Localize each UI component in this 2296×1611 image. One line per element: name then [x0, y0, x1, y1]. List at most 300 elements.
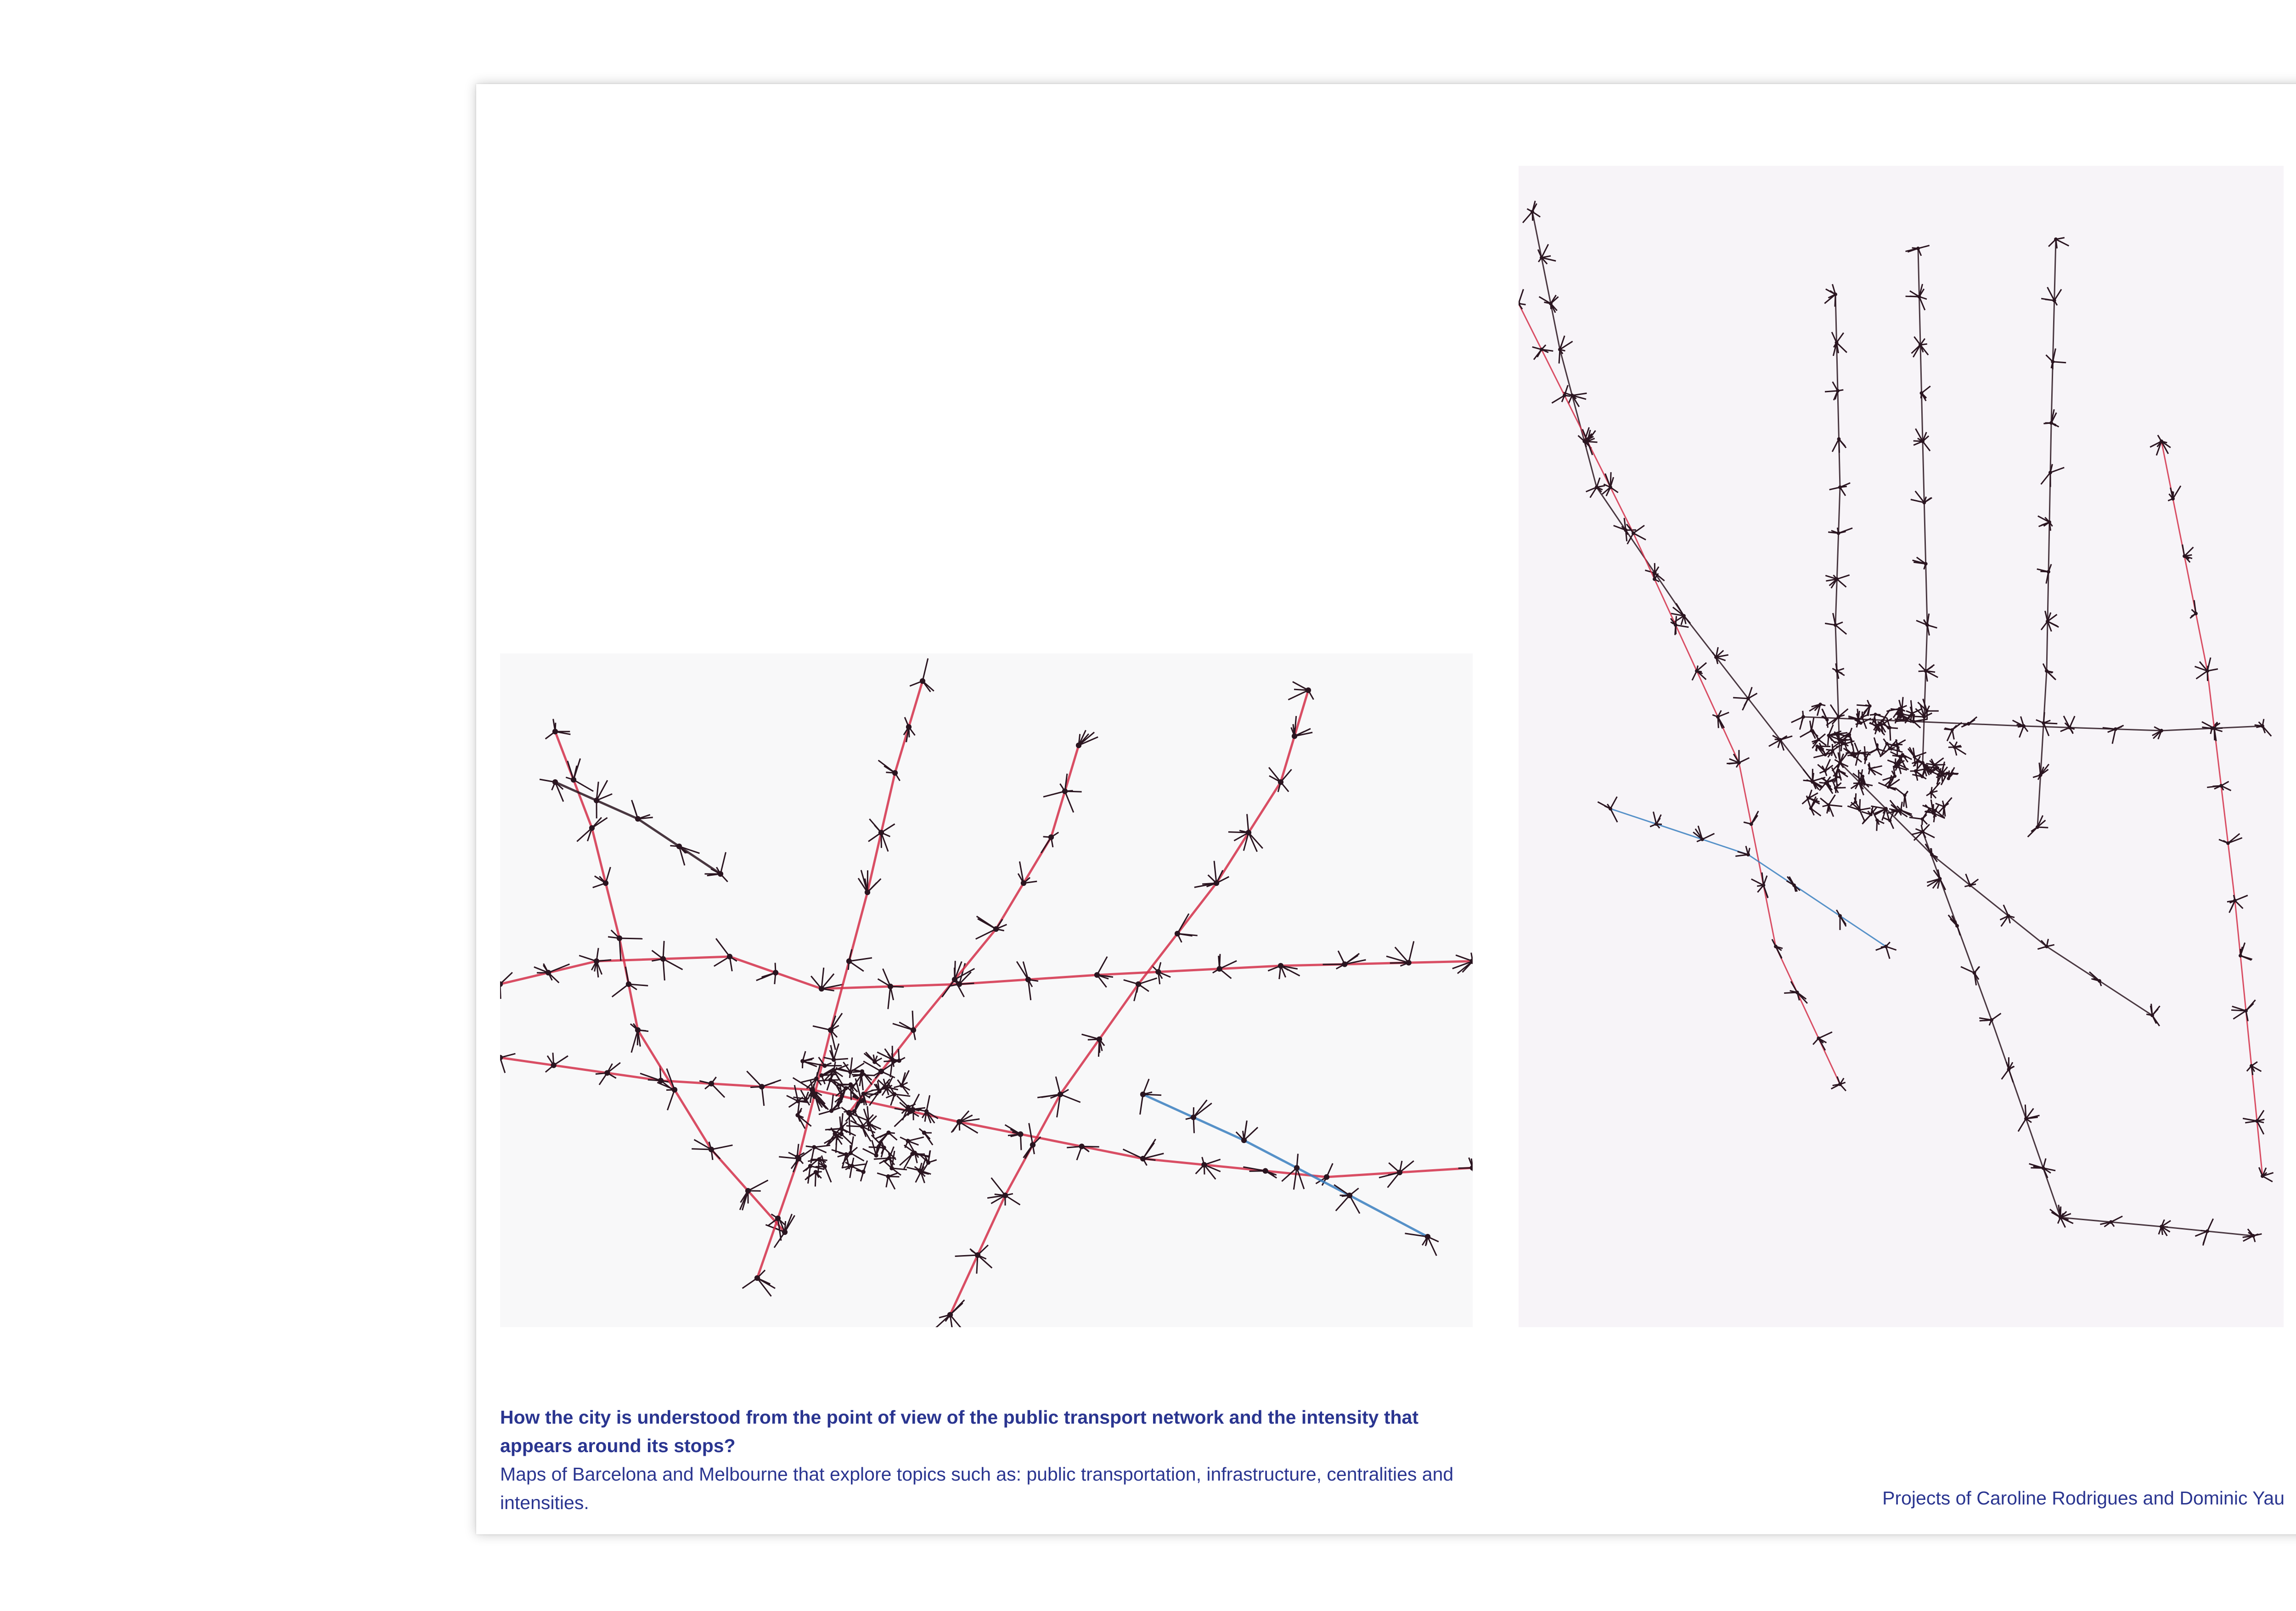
- stop-dot: [1857, 751, 1860, 755]
- transit-line: [1840, 763, 2152, 1015]
- stop-stroke: [955, 1255, 978, 1256]
- stop-dot: [1595, 485, 1598, 489]
- stop-dot: [2150, 1014, 2154, 1017]
- stop-dot: [1750, 822, 1753, 826]
- stop-stroke: [762, 1080, 781, 1087]
- transit-stop: [652, 941, 682, 980]
- stop-dot: [2054, 237, 2058, 241]
- stop-stroke: [1653, 812, 1656, 824]
- stop-dot: [1905, 718, 1908, 721]
- stop-stroke: [815, 1172, 816, 1186]
- stop-stroke: [888, 1177, 895, 1189]
- stop-stroke: [842, 1155, 846, 1168]
- stop-dot: [1241, 1138, 1247, 1143]
- transit-stop: [2202, 722, 2223, 741]
- stop-stroke: [912, 1011, 913, 1030]
- stop-stroke: [2053, 362, 2066, 363]
- stop-dot: [551, 1063, 557, 1068]
- stop-dot: [1778, 738, 1782, 742]
- stop-dot: [1973, 971, 1976, 975]
- transit-stop: [1828, 528, 1852, 535]
- stop-dot: [1918, 295, 1921, 299]
- stop-dot: [1881, 719, 1884, 722]
- stop-dot: [1837, 769, 1840, 772]
- stop-dot: [1859, 721, 1863, 725]
- stop-dot: [1874, 713, 1877, 716]
- stop-dot: [775, 1216, 781, 1221]
- stop-dot: [1021, 880, 1026, 886]
- stop-stroke: [1017, 962, 1028, 980]
- stop-dot: [2059, 1216, 2062, 1219]
- transit-stop: [546, 1053, 568, 1072]
- stop-dot: [859, 1073, 863, 1077]
- stop-dot: [709, 1147, 714, 1152]
- stop-dot: [1894, 765, 1897, 768]
- transit-stop: [1043, 774, 1082, 812]
- stop-stroke: [1140, 1094, 1143, 1115]
- stop-stroke: [2228, 834, 2240, 843]
- transit-stop: [1832, 437, 1846, 453]
- stop-stroke: [1269, 767, 1281, 782]
- stop-dot: [1834, 786, 1837, 789]
- stop-dot: [882, 1145, 886, 1149]
- transit-line: [1918, 248, 1927, 763]
- stop-stroke: [841, 1134, 852, 1144]
- stop-dot: [1888, 819, 1891, 822]
- stop-dot: [1823, 769, 1827, 772]
- transit-stop: [1458, 1158, 1473, 1188]
- stop-dot: [1306, 687, 1311, 693]
- transit-stop: [579, 948, 611, 977]
- transit-stop: [1269, 767, 1291, 792]
- stop-stroke: [794, 1085, 798, 1101]
- transit-stop: [1196, 1157, 1221, 1179]
- stop-dot: [1246, 830, 1251, 835]
- stop-dot: [947, 1312, 953, 1318]
- transit-stop: [1925, 844, 1938, 862]
- stop-dot: [773, 970, 778, 975]
- stop-dot: [2045, 945, 2048, 948]
- stop-dot: [886, 1131, 890, 1135]
- stop-dot: [552, 779, 558, 785]
- caption-question: How the city is understood from the point of view of the public transport network and the intensity that appears around its stops?: [500, 1407, 1418, 1456]
- stop-dot: [795, 1155, 799, 1159]
- dense-centre-stop: [1868, 762, 1882, 775]
- stop-dot: [709, 1081, 714, 1087]
- transit-stop: [1236, 1121, 1258, 1143]
- stop-dot: [1058, 1092, 1063, 1097]
- stop-dot: [2039, 773, 2043, 777]
- stop-dot: [911, 1027, 916, 1033]
- stop-dot: [1937, 773, 1940, 777]
- transit-stop: [935, 1300, 965, 1327]
- stop-stroke: [1519, 289, 1524, 304]
- stop-dot: [1674, 623, 1677, 627]
- stop-dot: [1682, 614, 1686, 618]
- transit-stop: [868, 819, 895, 851]
- transit-stop: [1876, 942, 1896, 958]
- transit-stop: [1769, 735, 1792, 750]
- stop-dot: [546, 970, 551, 975]
- stop-dot: [1899, 809, 1902, 812]
- stop-stroke: [978, 919, 996, 929]
- stop-dot: [1887, 785, 1890, 789]
- stop-stroke: [1097, 957, 1107, 975]
- stop-dot: [1884, 945, 1888, 948]
- stop-dot: [2226, 841, 2230, 845]
- transit-stop: [1961, 717, 1977, 727]
- stop-dot: [1888, 747, 1891, 750]
- stop-dot: [1823, 753, 1827, 756]
- transit-stop: [1405, 1234, 1438, 1256]
- stop-dot: [1912, 720, 1915, 723]
- caption-description: Maps of Barcelona and Melbourne that explore topics such as: public transportation, infrastructure, centralities and intensities.: [500, 1464, 1454, 1513]
- stop-stroke: [774, 1232, 785, 1248]
- stop-stroke: [1334, 1185, 1350, 1195]
- stop-dot: [1294, 1165, 1300, 1171]
- stop-stroke: [762, 1087, 764, 1106]
- transit-stop: [2259, 1167, 2273, 1182]
- stop-dot: [808, 1164, 812, 1168]
- dense-centre-stop: [838, 1136, 864, 1164]
- stop-stroke: [1559, 349, 1560, 363]
- stop-stroke: [2070, 716, 2075, 727]
- stop-stroke: [663, 959, 664, 980]
- stop-dot: [2233, 899, 2237, 902]
- stop-dot: [676, 844, 682, 849]
- transit-stop: [1523, 201, 1540, 223]
- transit-stop: [2043, 664, 2056, 680]
- stop-dot: [2183, 554, 2186, 558]
- stop-stroke: [1895, 788, 1905, 795]
- stop-dot: [1774, 945, 1778, 948]
- stop-stroke: [1676, 625, 1688, 627]
- stop-dot: [1953, 745, 1956, 749]
- stop-dot: [754, 1275, 760, 1281]
- stop-dot: [906, 1105, 910, 1109]
- stop-dot: [892, 770, 898, 776]
- stop-dot: [920, 678, 925, 684]
- stop-dot: [1834, 623, 1837, 627]
- stop-stroke: [1702, 834, 1714, 839]
- stop-dot: [1795, 991, 1799, 994]
- transit-stop: [1786, 877, 1800, 892]
- stop-dot: [1175, 931, 1180, 936]
- transit-stop: [2059, 1205, 2073, 1223]
- stop-dot: [1913, 755, 1916, 758]
- stop-stroke: [1751, 879, 1764, 885]
- stop-stroke: [869, 1147, 884, 1148]
- stop-dot: [1470, 1165, 1473, 1171]
- stop-stroke: [1870, 766, 1882, 769]
- stop-dot: [2255, 1119, 2259, 1123]
- stop-dot: [814, 1170, 818, 1174]
- stop-stroke: [1904, 795, 1905, 807]
- stop-stroke: [1060, 1094, 1080, 1102]
- transit-stop: [1836, 910, 1846, 930]
- dense-centre-stop: [883, 1151, 907, 1175]
- dense-centre-stop: [1863, 746, 1869, 764]
- transit-stop: [1964, 874, 1978, 887]
- transit-stop: [2046, 349, 2066, 370]
- stop-dot: [1836, 389, 1840, 393]
- transit-stop: [878, 969, 904, 1009]
- stop-dot: [1076, 743, 1081, 748]
- stop-stroke: [1409, 941, 1414, 963]
- dense-centre-stop: [1812, 729, 1827, 748]
- stop-dot: [1875, 818, 1879, 822]
- transit-stop: [1784, 981, 1807, 1003]
- stop-stroke: [2038, 516, 2049, 522]
- stop-dot: [1654, 822, 1658, 826]
- stop-dot: [1933, 763, 1936, 766]
- stop-dot: [1835, 775, 1838, 778]
- stop-dot: [1861, 775, 1864, 778]
- transit-stop: [1067, 1143, 1099, 1160]
- stop-dot: [1838, 485, 1842, 489]
- transit-stop: [1213, 954, 1237, 978]
- transit-stop: [2207, 782, 2231, 791]
- stop-dot: [1922, 501, 1926, 504]
- stop-stroke: [861, 870, 867, 892]
- stop-dot: [861, 1092, 866, 1096]
- stop-dot: [2251, 1234, 2255, 1238]
- stop-dot: [2053, 299, 2056, 302]
- stop-dot: [1018, 1132, 1023, 1137]
- stop-dot: [1406, 960, 1412, 965]
- stop-dot: [2239, 954, 2242, 958]
- stop-dot: [1549, 302, 1553, 305]
- transit-stop: [1282, 1154, 1304, 1189]
- stop-dot: [888, 984, 893, 989]
- stop-dot: [1916, 760, 1919, 763]
- dense-centre-stop: [1802, 790, 1820, 804]
- stop-dot: [878, 830, 884, 835]
- stop-dot: [844, 1086, 848, 1090]
- stop-dot: [1278, 963, 1283, 969]
- stop-dot: [800, 1059, 805, 1063]
- stop-dot: [1030, 1142, 1035, 1148]
- stop-dot: [1425, 1234, 1430, 1239]
- transit-stop: [1452, 946, 1473, 974]
- stop-stroke: [1832, 439, 1839, 452]
- stop-dot: [1860, 715, 1863, 719]
- stop-dot: [1838, 761, 1842, 765]
- stop-stroke: [1906, 296, 1919, 297]
- stop-dot: [1848, 733, 1851, 736]
- stop-stroke: [2025, 1104, 2026, 1119]
- stop-stroke: [892, 1151, 895, 1168]
- stop-dot: [1898, 755, 1902, 758]
- transit-stop: [1519, 289, 1526, 309]
- transit-stop: [1824, 284, 1837, 307]
- stop-stroke: [2243, 1118, 2257, 1121]
- stop-dot: [1837, 531, 1840, 535]
- stop-dot: [1609, 485, 1612, 489]
- stop-dot: [1919, 343, 1922, 347]
- transit-stop: [955, 1245, 992, 1273]
- stop-dot: [1570, 394, 1574, 397]
- transit-stop: [1693, 826, 1714, 842]
- stop-dot: [993, 926, 999, 932]
- stop-dot: [1653, 577, 1656, 581]
- stop-stroke: [1839, 439, 1840, 453]
- stop-stroke: [2009, 1070, 2013, 1082]
- stop-stroke: [849, 958, 872, 961]
- dense-centre-stop: [800, 1051, 817, 1068]
- transit-stop: [1712, 647, 1728, 664]
- stop-stroke: [2112, 729, 2116, 744]
- stop-dot: [1835, 669, 1839, 673]
- stop-stroke: [1249, 833, 1263, 848]
- stop-dot: [889, 1166, 894, 1170]
- barcelona-transport-map: [500, 653, 1473, 1327]
- stop-stroke: [1029, 1123, 1033, 1145]
- stop-stroke: [1818, 1032, 1832, 1038]
- stop-dot: [2051, 360, 2054, 364]
- transit-stop: [1906, 284, 1927, 310]
- stop-stroke: [2054, 289, 2061, 300]
- stop-dot: [1094, 972, 1100, 978]
- dense-centre-stop: [1809, 703, 1825, 716]
- transit-stop: [692, 1140, 732, 1160]
- stop-stroke: [1336, 1195, 1350, 1211]
- transit-stop: [577, 817, 607, 841]
- dense-centre-stop: [1944, 722, 1962, 741]
- stop-stroke: [1860, 808, 1871, 810]
- stop-dot: [2046, 620, 2049, 623]
- stop-stroke: [711, 1145, 732, 1149]
- stop-dot: [848, 1070, 852, 1074]
- stop-dot: [2042, 721, 2045, 725]
- stop-dot: [913, 1151, 917, 1155]
- transit-stop: [1712, 710, 1729, 728]
- stop-dot: [1140, 1156, 1146, 1161]
- stop-dot: [1002, 1193, 1008, 1198]
- transit-stop: [670, 844, 699, 866]
- stop-stroke: [2020, 726, 2024, 738]
- stop-dot: [2261, 1174, 2264, 1178]
- transit-stop: [1772, 939, 1783, 958]
- stop-dot: [1201, 1162, 1207, 1167]
- stop-dot: [1921, 439, 1925, 443]
- transit-line: [2060, 1217, 2253, 1236]
- transit-line: [1610, 809, 1886, 946]
- transit-stop: [2231, 1000, 2256, 1021]
- transit-stop: [1538, 244, 1556, 264]
- transit-stop: [1094, 957, 1113, 987]
- stop-dot: [2007, 1068, 2011, 1071]
- stop-dot: [1817, 1036, 1820, 1040]
- melbourne-map-drawing: [1519, 166, 2284, 1327]
- stop-dot: [1838, 1082, 1842, 1086]
- stop-dot: [1947, 777, 1950, 780]
- stop-dot: [2109, 1220, 2113, 1224]
- transit-stop: [2227, 895, 2248, 913]
- stop-dot: [2160, 439, 2163, 443]
- stop-stroke: [2056, 239, 2069, 246]
- transit-stop: [1913, 428, 1930, 451]
- stop-stroke: [1886, 946, 1890, 959]
- transit-stop: [1826, 704, 1848, 725]
- stop-stroke: [978, 1255, 992, 1268]
- stop-dot: [1217, 966, 1222, 972]
- stop-stroke: [1762, 873, 1763, 885]
- stop-dot: [2114, 727, 2117, 731]
- stop-stroke: [942, 980, 955, 997]
- stop-stroke: [1912, 709, 1922, 713]
- stop-dot: [1624, 528, 1627, 532]
- dense-centre-stop: [900, 1137, 924, 1148]
- dense-centre-stop: [913, 1095, 938, 1123]
- dense-centre-stop: [1926, 783, 1940, 799]
- stop-stroke: [888, 986, 890, 1009]
- dense-centre-stop: [1846, 743, 1870, 766]
- transit-stop: [1911, 491, 1932, 504]
- stop-dot: [1835, 341, 1839, 344]
- stop-dot: [2068, 726, 2071, 729]
- stop-stroke: [1835, 625, 1846, 634]
- transit-stop: [2195, 658, 2217, 681]
- stop-stroke: [2048, 287, 2054, 300]
- transit-stop: [1041, 832, 1058, 853]
- stop-stroke: [1043, 791, 1065, 797]
- transit-stop: [2036, 712, 2057, 736]
- transit-stop: [2243, 1110, 2264, 1134]
- stop-dot: [1342, 962, 1347, 967]
- stop-stroke: [923, 659, 928, 681]
- stop-dot: [1827, 734, 1830, 737]
- stop-stroke: [1882, 710, 1890, 721]
- stop-dot: [2048, 520, 2051, 524]
- transit-line: [2037, 239, 2056, 827]
- stop-dot: [874, 1153, 878, 1157]
- stop-dot: [1864, 757, 1867, 760]
- stop-dot: [1921, 817, 1924, 821]
- stop-stroke: [1800, 731, 1812, 737]
- transit-stop: [1558, 336, 1573, 363]
- stop-dot: [1214, 880, 1219, 886]
- stop-stroke: [2173, 486, 2181, 499]
- transit-stop: [893, 1011, 916, 1040]
- stop-dot: [782, 1229, 788, 1235]
- stop-stroke: [1934, 758, 1943, 765]
- stop-dot: [635, 816, 641, 822]
- stop-dot: [1792, 884, 1796, 887]
- stop-stroke: [1870, 769, 1882, 775]
- stop-dot: [552, 729, 558, 734]
- stop-dot: [2212, 727, 2216, 730]
- stop-stroke: [1249, 833, 1257, 852]
- stop-dot: [1397, 1170, 1402, 1175]
- stop-dot: [1876, 747, 1879, 750]
- stop-stroke: [2111, 1216, 2122, 1222]
- stop-stroke: [2246, 1000, 2256, 1011]
- transit-stop: [1323, 951, 1366, 969]
- transit-stop: [1626, 524, 1646, 544]
- stop-dot: [796, 1099, 800, 1103]
- transit-stop: [2152, 727, 2163, 739]
- stop-dot: [603, 880, 608, 886]
- stop-dot: [1921, 830, 1925, 834]
- dense-centre-stop: [894, 1070, 910, 1095]
- transit-stop: [2183, 545, 2194, 563]
- stop-dot: [1097, 1036, 1102, 1042]
- stop-dot: [1062, 789, 1068, 794]
- transit-stop: [1291, 716, 1312, 739]
- stop-dot: [844, 1152, 848, 1156]
- stop-dot: [1540, 348, 1543, 351]
